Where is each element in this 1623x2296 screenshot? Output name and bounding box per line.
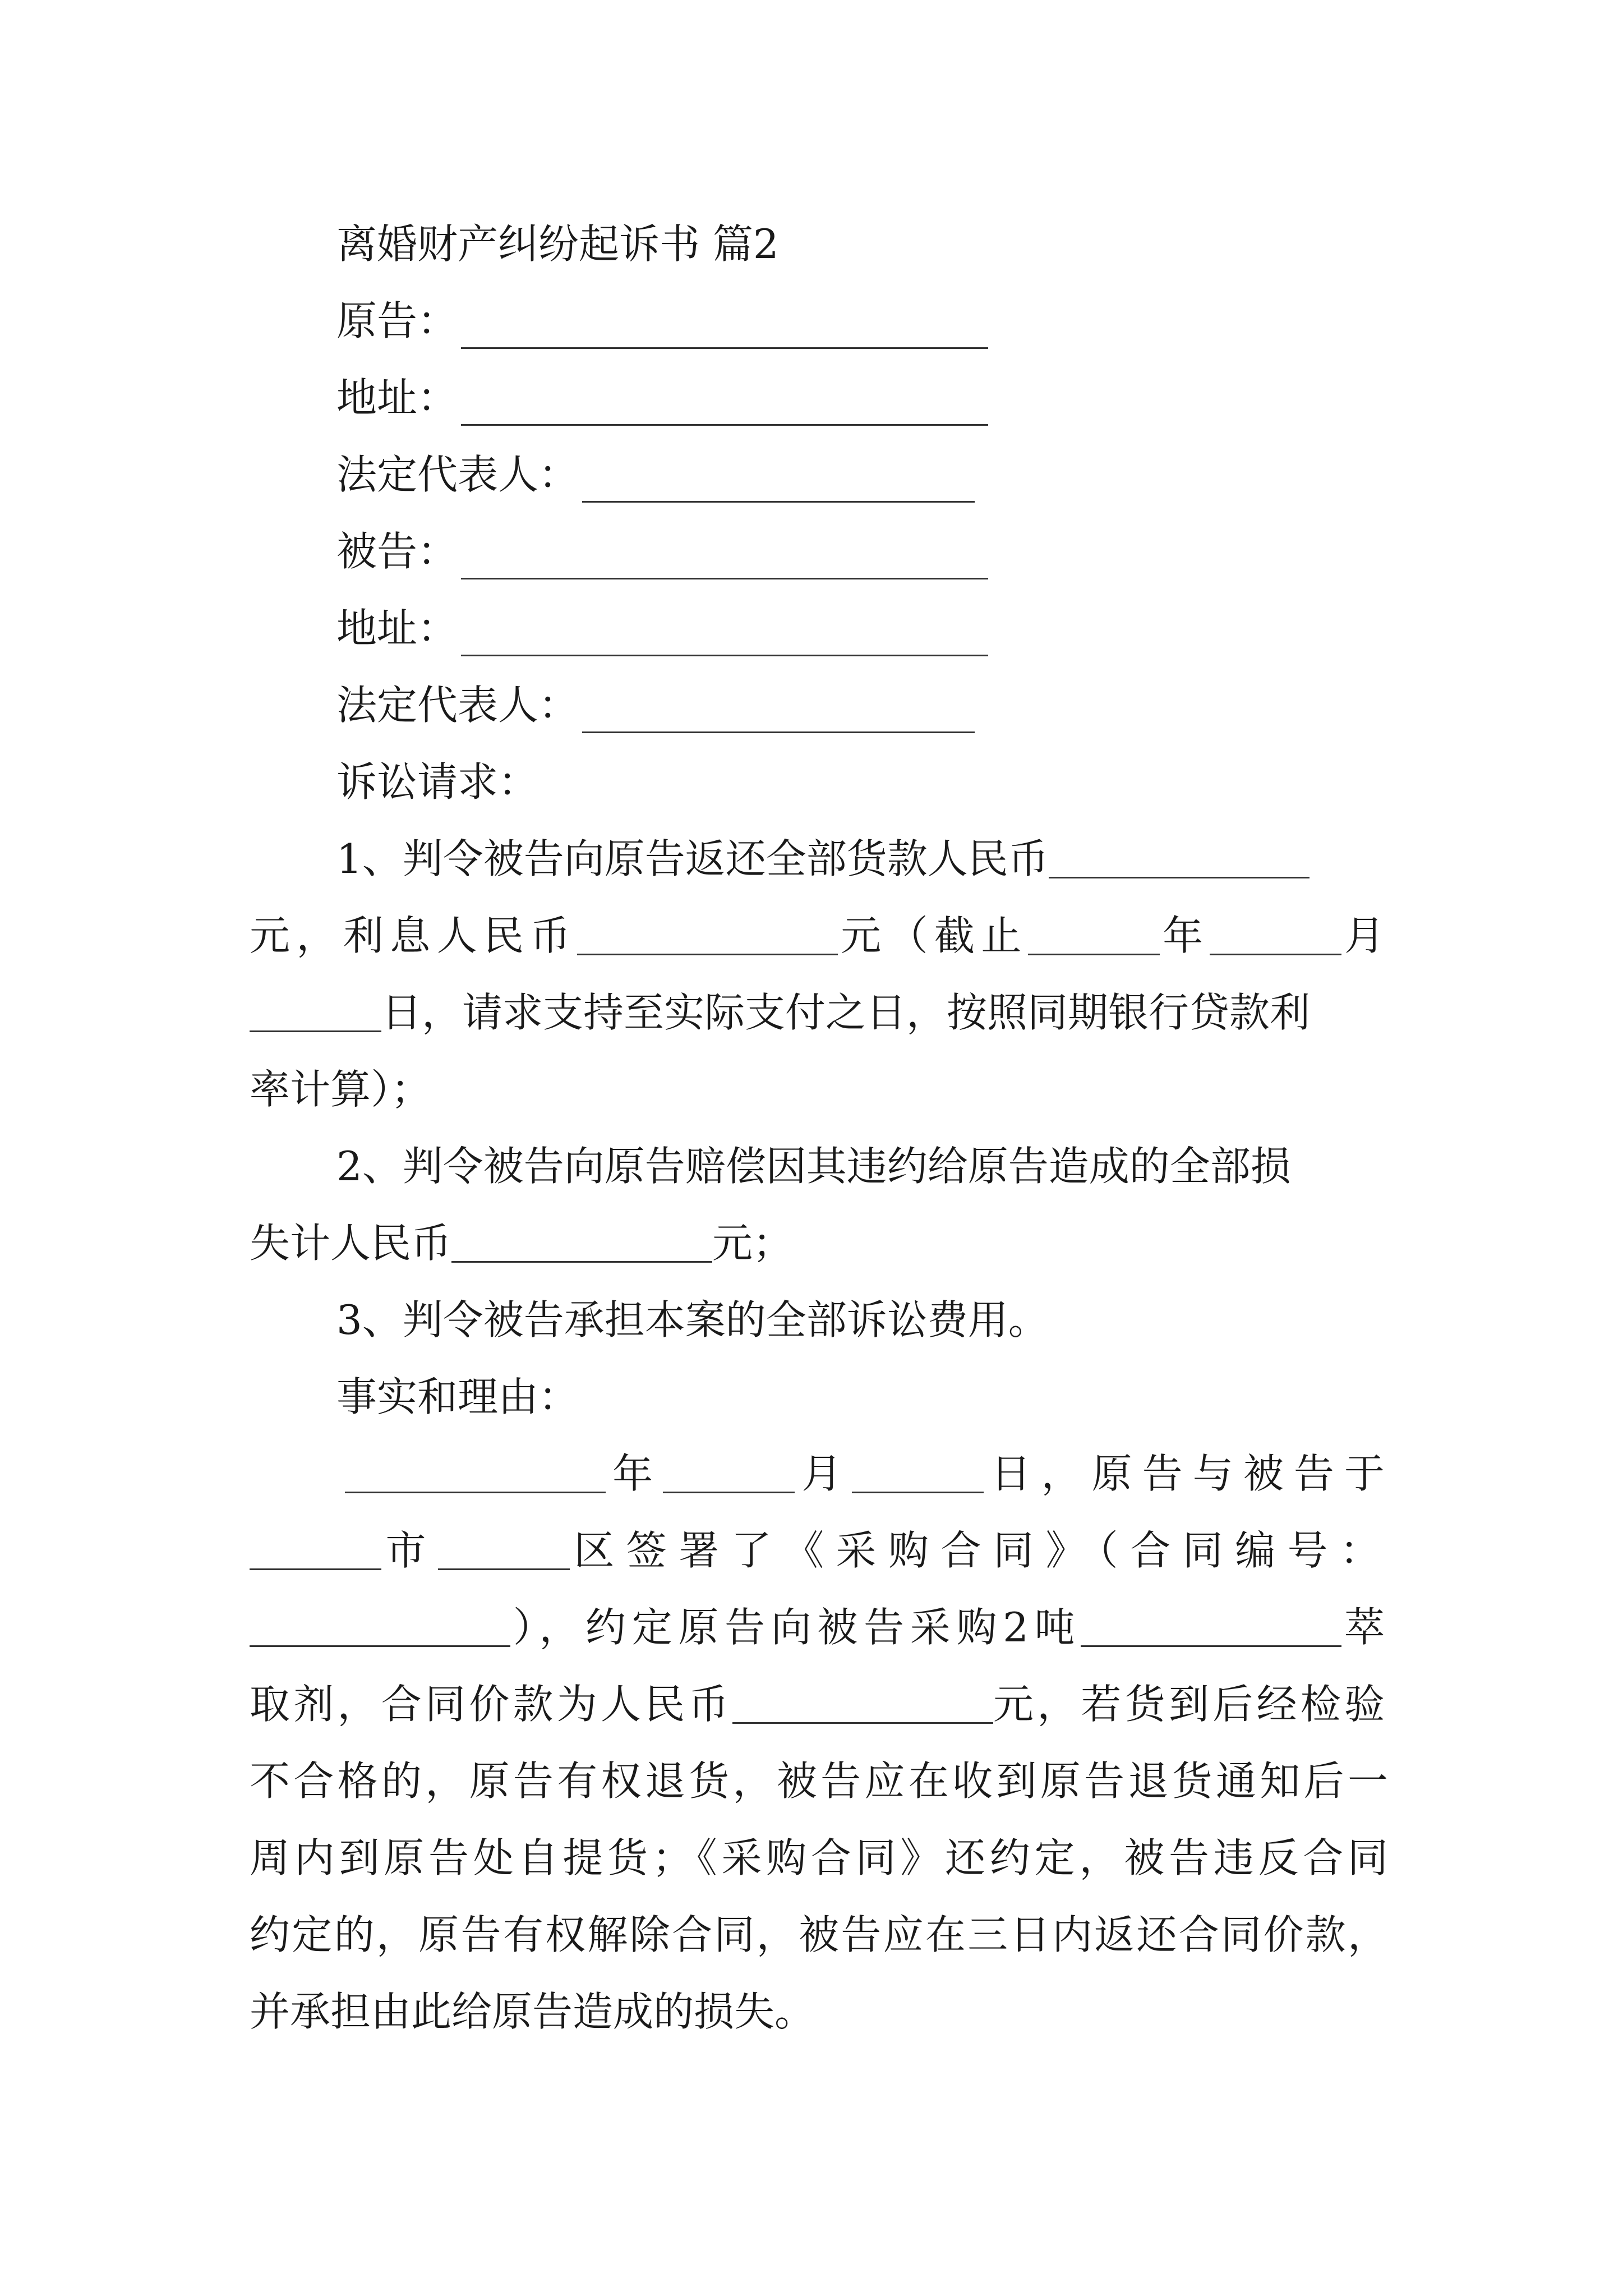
blank-line (345, 1452, 606, 1493)
blank-line (582, 461, 975, 503)
plaintiff-field (336, 293, 1388, 349)
facts-line-2: 市 区签署了《采购合同》（合同编号： (250, 1522, 1388, 1579)
blank-line (582, 691, 975, 733)
field-label: 地址： (336, 374, 458, 421)
blank-line (852, 1452, 984, 1493)
field-label: 地址： (336, 605, 458, 652)
claim-2-line-2: 失计人民币 元； (250, 1220, 794, 1267)
blank-line (1028, 914, 1160, 955)
facts-line-6: 周内到原告处自提货；《采购合同》还约定，被告违反合同 (250, 1834, 1388, 1881)
facts-line-3: ），约定原告向被告采购2吨 萃 (250, 1599, 1388, 1655)
blank-line (577, 914, 838, 955)
blank-line (461, 537, 988, 579)
blank-line (1049, 838, 1310, 878)
defendant-address-field (336, 600, 1388, 656)
claim-1-line-1: 1、判令被告向原告返还全部货款人民币 (336, 831, 1388, 887)
field-label: 法定代表人： (336, 682, 579, 729)
claims-heading: 诉讼请求： (336, 758, 539, 806)
document-title: 离婚财产纠纷起诉书 篇2 (336, 220, 779, 268)
facts-heading: 事实和理由： (336, 1373, 579, 1420)
plaintiff-representative-field (336, 447, 1388, 503)
blank-line (250, 1529, 381, 1570)
blank-line (1081, 1606, 1341, 1647)
claim-1-line-2: 元，利息人民币 元（截止 年 月 (250, 912, 1388, 959)
facts-line-8: 并承担由此给原告造成的损失。 (250, 1988, 815, 2035)
claim-1-line-4: 率计算）； (250, 1066, 432, 1113)
blank-line (250, 991, 381, 1032)
blank-line (663, 1452, 795, 1493)
blank-line (438, 1529, 570, 1570)
claim-3: 3、判令被告承担本案的全部诉讼费用。 (336, 1296, 1049, 1343)
defendant-field (336, 523, 1388, 579)
claim-2-line-1: 2、判令被告向原告赔偿因其违约给原告造成的全部损 (336, 1143, 1291, 1190)
facts-line-5: 不合格的，原告有权退货，被告应在收到原告退货通知后一 (250, 1757, 1388, 1805)
field-label: 原告： (336, 297, 458, 344)
facts-line-1: 年 月 日，原告与被告于 (345, 1446, 1388, 1502)
blank-line (461, 614, 988, 656)
facts-line-4: 取剂，合同价款为人民币 元，若货到后经检验 (250, 1681, 1388, 1728)
blank-line (1210, 914, 1341, 955)
blank-line (451, 1222, 712, 1263)
defendant-representative-field (336, 677, 1388, 733)
claim-1-line-3: 日，请求支持至实际支付之日，按照同期银行贷款利 (250, 984, 1388, 1041)
blank-line (461, 384, 988, 426)
blank-line (461, 307, 988, 349)
facts-line-7: 约定的，原告有权解除合同，被告应在三日内返还合同价款， (250, 1911, 1388, 1958)
blank-line (250, 1606, 510, 1647)
blank-line (732, 1683, 993, 1724)
field-label: 被告： (336, 528, 458, 575)
plaintiff-address-field (336, 370, 1388, 426)
field-label: 法定代表人： (336, 451, 579, 498)
